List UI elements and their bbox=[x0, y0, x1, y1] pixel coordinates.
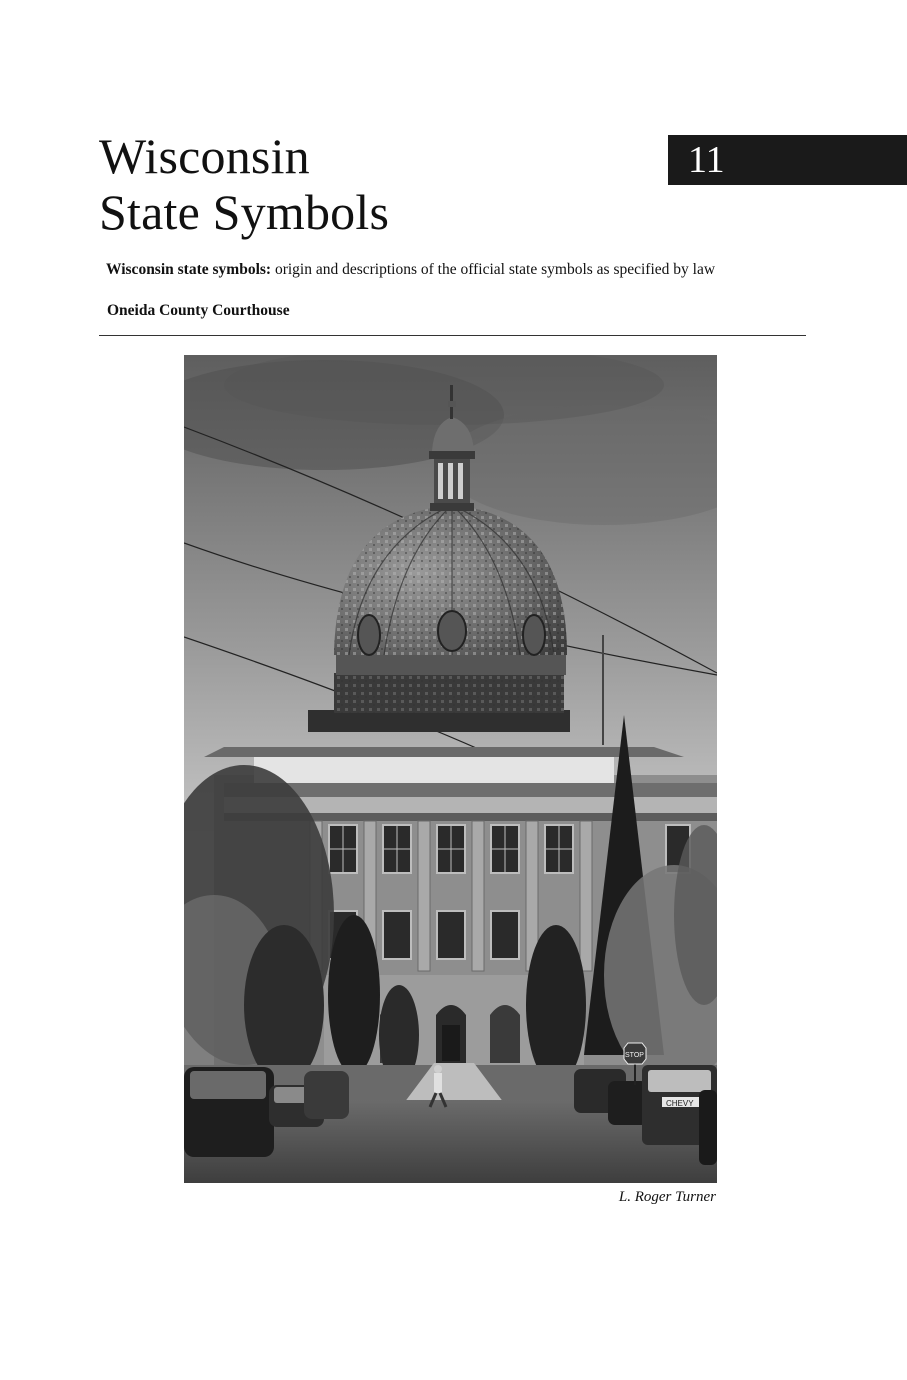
section-title: Oneida County Courthouse bbox=[107, 302, 290, 319]
truck-badge-text: CHEVY bbox=[666, 1099, 694, 1108]
chapter-title bbox=[99, 128, 389, 240]
summary-label: Wisconsin state symbols: bbox=[106, 261, 272, 278]
summary-text: origin and descriptions of the official state symbols as specified by law bbox=[271, 261, 716, 278]
stop-sign-text: STOP bbox=[625, 1052, 644, 1059]
chapter-title-line-1: Wisconsin bbox=[99, 128, 310, 184]
photo-credit: L. Roger Turner bbox=[618, 1189, 716, 1205]
chapter-title-line-2: State Symbols bbox=[99, 184, 390, 240]
chapter-summary bbox=[106, 260, 866, 280]
chapter-number-tab: 11 bbox=[668, 135, 907, 185]
courthouse-photo bbox=[184, 355, 717, 1183]
horizontal-rule bbox=[99, 335, 806, 336]
